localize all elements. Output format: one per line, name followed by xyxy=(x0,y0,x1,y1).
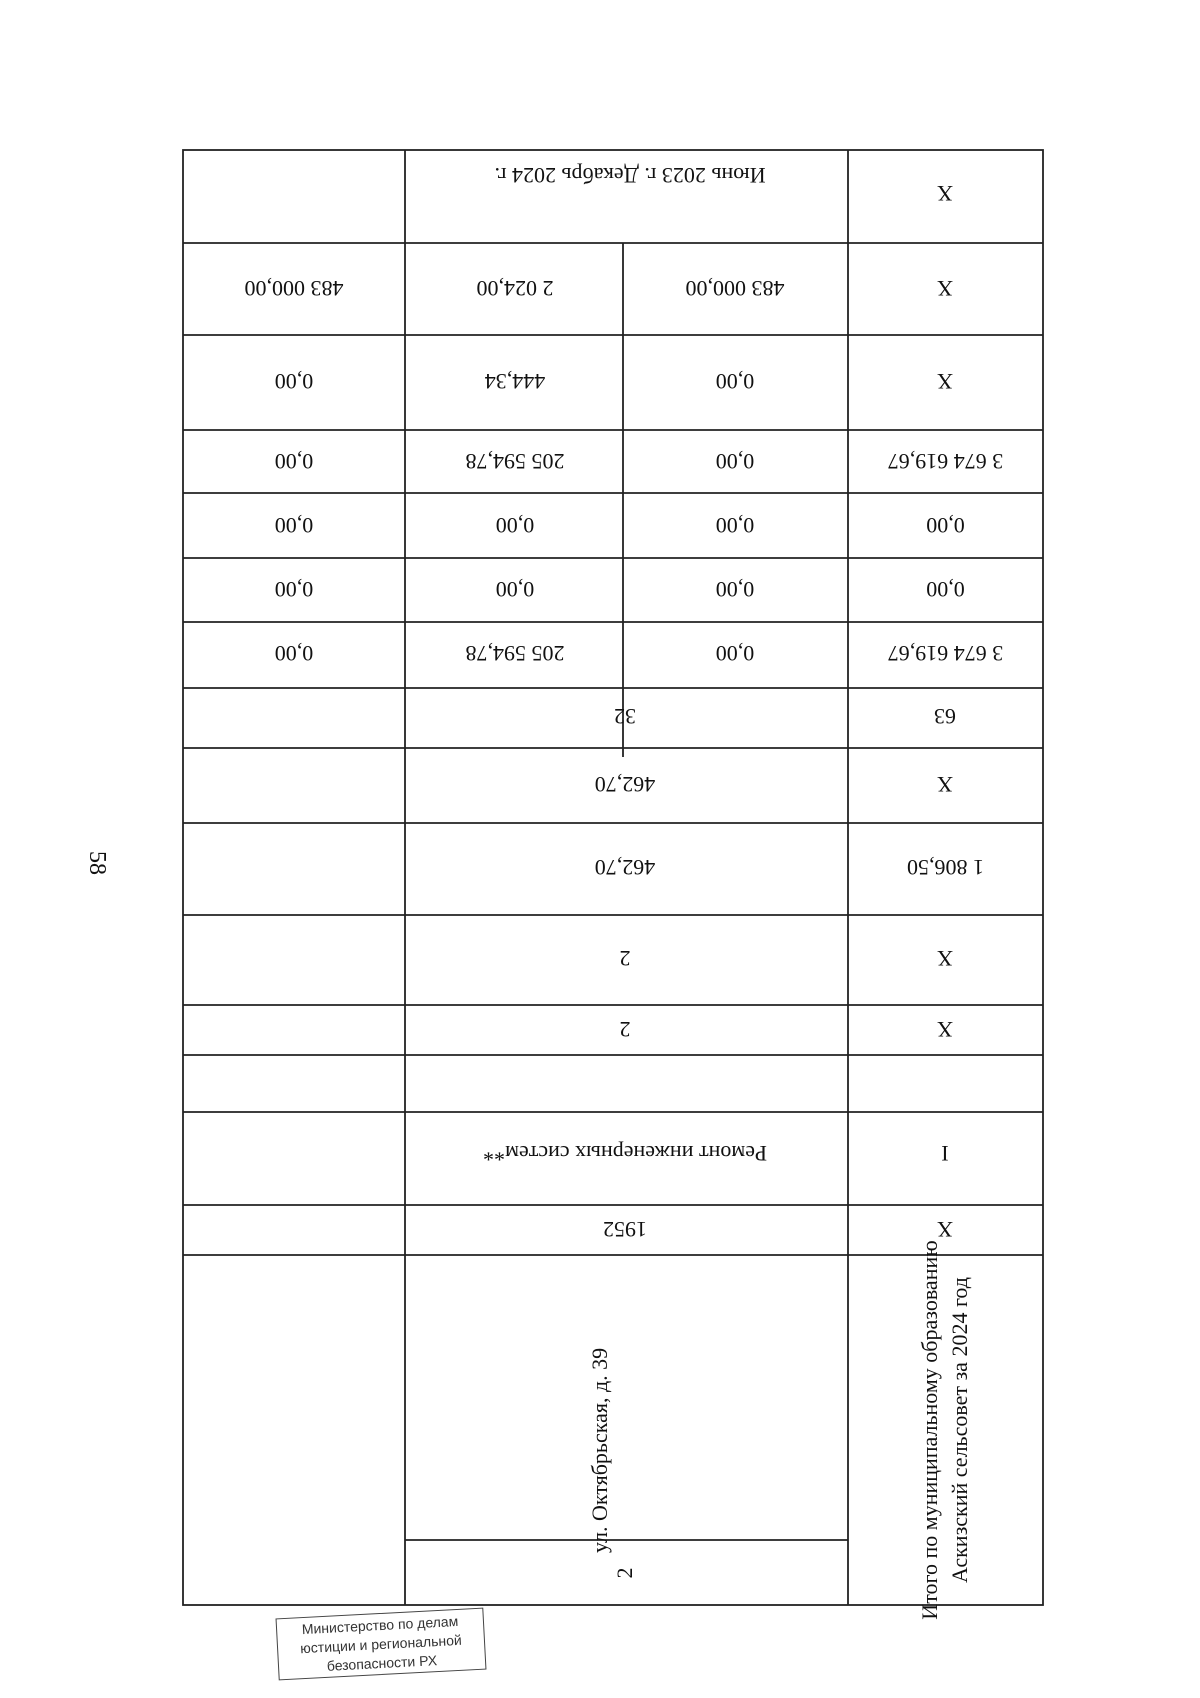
cell-summary-work: I xyxy=(941,1141,949,1166)
cell-summary-entrances: X xyxy=(937,946,953,971)
cell-work-type: Ремонт инженерных систем** xyxy=(483,1141,767,1166)
cell-local-extra: 0,00 xyxy=(274,513,314,538)
cell-summary-year: X xyxy=(937,1217,953,1242)
cell-unit-extra: 0,00 xyxy=(274,369,314,394)
registration-stamp xyxy=(276,1608,487,1681)
stamp-line-2: юстиции и региональной xyxy=(299,1631,463,1657)
cell-summary-owners: 3 674 619,67 xyxy=(887,449,1004,474)
cell-living-area: 462,70 xyxy=(594,772,656,797)
cell-federal: 0,00 xyxy=(495,577,535,602)
cell-summary-total: 3 674 619,67 xyxy=(887,641,1004,666)
cell-limit-extra: 483 000,00 xyxy=(244,276,344,301)
cell-limit-value: 483 000,00 xyxy=(685,276,785,301)
cell-year: 1952 xyxy=(603,1217,647,1242)
cell-row-number: 2 xyxy=(612,1567,637,1579)
cell-owners: 205 594,78 xyxy=(465,449,565,474)
cell-entrances: 2 xyxy=(619,946,631,971)
cell-owners-extra: 0,00 xyxy=(274,449,314,474)
cell-period: Июнь 2023 г. Декабрь 2024 г. xyxy=(494,163,766,188)
cell-total: 205 594,78 xyxy=(465,641,565,666)
stamp-line-1: Министерство по делам xyxy=(301,1612,459,1638)
cell-federal-sub: 0,00 xyxy=(715,577,755,602)
cell-address: ул. Октябрьская, д. 39 xyxy=(587,1347,612,1553)
cell-summary-residents: 63 xyxy=(934,704,956,729)
cell-total-fund: 0,00 xyxy=(715,641,755,666)
cell-residents: 32 xyxy=(614,704,636,729)
cell-total-area: 462,70 xyxy=(594,855,656,880)
cell-federal-extra: 0,00 xyxy=(274,577,314,602)
cell-total-label: Итого по муниципальному образованию Аскизский сельсовет за 2024 год xyxy=(917,1240,972,1620)
cell-summary-unit: X xyxy=(937,369,953,394)
cell-owners-fund: 0,00 xyxy=(715,449,755,474)
stamp-line-3: безопасности РХ xyxy=(326,1652,438,1674)
page-number: 58 xyxy=(84,851,110,875)
cell-limit-cost: 2 024,00 xyxy=(476,276,554,301)
cell-floors: 2 xyxy=(619,1017,631,1042)
cell-summary-limit: X xyxy=(937,276,953,301)
cell-summary-living: X xyxy=(937,772,953,797)
cell-summary-local: 0,00 xyxy=(926,513,965,538)
cell-summary-floors: X xyxy=(937,1017,953,1042)
cell-unit-zero: 0,00 xyxy=(715,369,755,394)
cell-summary-period: X xyxy=(937,181,953,206)
cell-summary-federal: 0,00 xyxy=(926,577,965,602)
cell-total-extra: 0,00 xyxy=(274,641,314,666)
cell-unit-cost: 444,34 xyxy=(484,369,546,394)
cell-local-sub: 0,00 xyxy=(715,513,755,538)
cell-local: 0,00 xyxy=(495,513,535,538)
cell-summary-area: 1 806,50 xyxy=(907,855,984,880)
